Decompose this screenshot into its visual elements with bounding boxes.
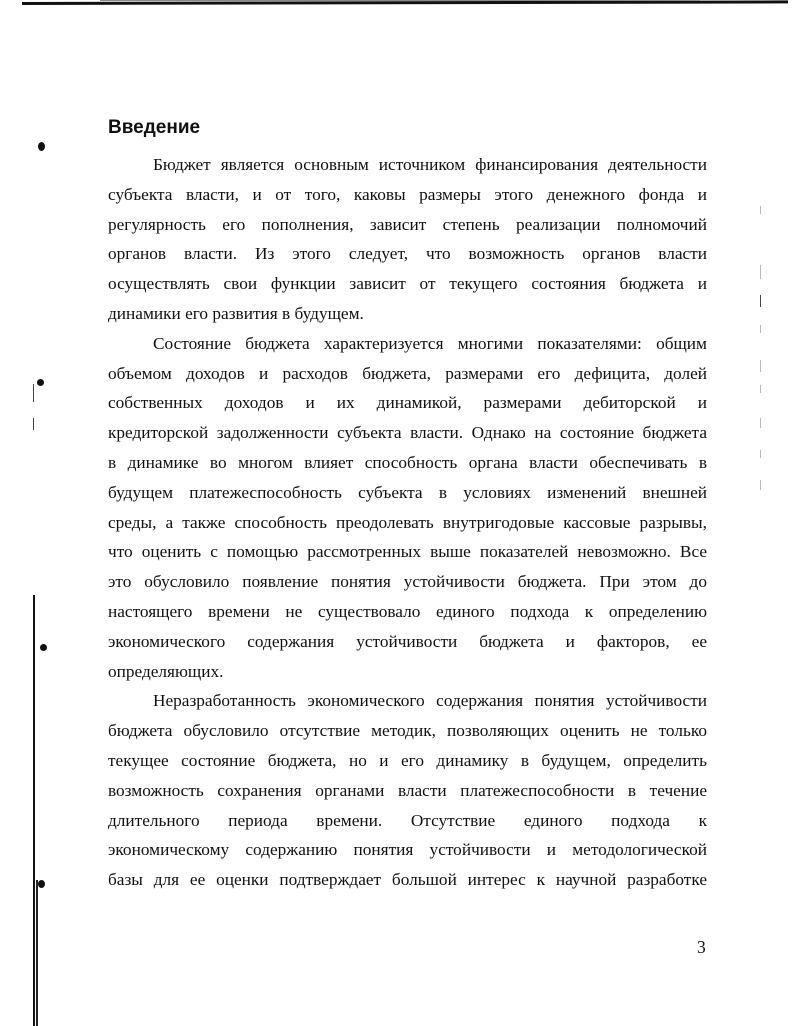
text-line: определяющих. xyxy=(108,661,224,681)
text-line: базы для ее оценки подтверждает большой интерес к научной разработке xyxy=(108,870,707,890)
scan-binding-edge-inner xyxy=(36,880,38,1026)
scan-noise-mark xyxy=(760,295,761,307)
text-line: динамики его развития в будущем. xyxy=(108,304,364,323)
scan-hole-mark xyxy=(38,142,45,151)
text-line: Бюджет является основным источником финансирования деятельности xyxy=(153,155,707,174)
text-line: в динамике во многом влияет способность органа власти обеспечивать в xyxy=(108,453,707,472)
text-line: кредиторской задолженности субъекта власти. Однако на состояние бюджета xyxy=(108,423,707,443)
scan-noise-mark xyxy=(760,325,761,333)
text-line: бюджета обусловило отсутствие методик, позволяющих оценить не только xyxy=(108,721,707,741)
text-line: Состояние бюджета характеризуется многими показателями: общим xyxy=(153,333,707,353)
text-line: собственных доходов и их динамикой, размерами дебиторской и xyxy=(108,393,707,413)
scan-noise-mark xyxy=(760,450,761,458)
text-line: длительного периода времени. Отсутствие единого подхода к xyxy=(108,810,707,830)
scan-noise-mark xyxy=(760,360,761,372)
page-number: 3 xyxy=(697,937,706,957)
text-line: объемом доходов и расходов бюджета, размерами его дефицита, долей xyxy=(108,363,707,383)
scan-noise-mark xyxy=(760,265,761,279)
scan-hole-mark xyxy=(38,880,45,888)
text-line: среды, а также способность преодолевать внутригодовые кассовые разрывы, xyxy=(108,512,707,532)
text-line: это обусловило появление понятия устойчивости бюджета. При этом до xyxy=(108,572,707,592)
text-line: органов власти. Из этого следует, что возможность органов власти xyxy=(108,244,707,264)
scan-noise-mark xyxy=(760,385,761,393)
text-line: субъекта власти, и от того, каковы размеры этого денежного фонда и xyxy=(108,184,707,204)
scan-hole-mark xyxy=(40,644,47,651)
text-line: текущее состояние бюджета, но и его динамику в будущем, определить xyxy=(108,751,707,770)
scan-binding-edge xyxy=(33,595,35,1026)
scan-tick-mark xyxy=(33,384,34,402)
scan-noise-mark xyxy=(760,206,761,214)
scan-tick-mark xyxy=(33,418,34,430)
scan-top-border-faint xyxy=(100,0,700,1)
text-line: Неразработанность экономического содержания понятия устойчивости xyxy=(153,691,707,711)
scan-top-border xyxy=(22,0,788,5)
scan-noise-mark xyxy=(760,480,761,490)
text-line: возможность сохранения органами власти платежеспособности в течение xyxy=(108,780,707,800)
text-line: осуществлять свои функции зависит от текущего состояния бюджета и xyxy=(108,274,707,294)
text-line: будущем платежеспособность субъекта в условиях изменений внешней xyxy=(108,482,707,502)
text-line: экономическому содержанию понятия устойчивости и методологической xyxy=(108,840,707,860)
scan-noise-mark xyxy=(760,418,761,428)
text-line: что оценить с помощью рассмотренных выше показателей невозможно. Все xyxy=(108,542,707,562)
text-line: настоящего времени не существовало единого подхода к определению xyxy=(108,602,707,621)
text-line: экономического содержания устойчивости бюджета и факторов, ее xyxy=(108,631,707,651)
section-heading: Введение xyxy=(108,117,201,138)
text-line: регулярность его пополнения, зависит степень реализации полномочий xyxy=(108,214,707,234)
scan-hole-mark xyxy=(37,379,44,386)
